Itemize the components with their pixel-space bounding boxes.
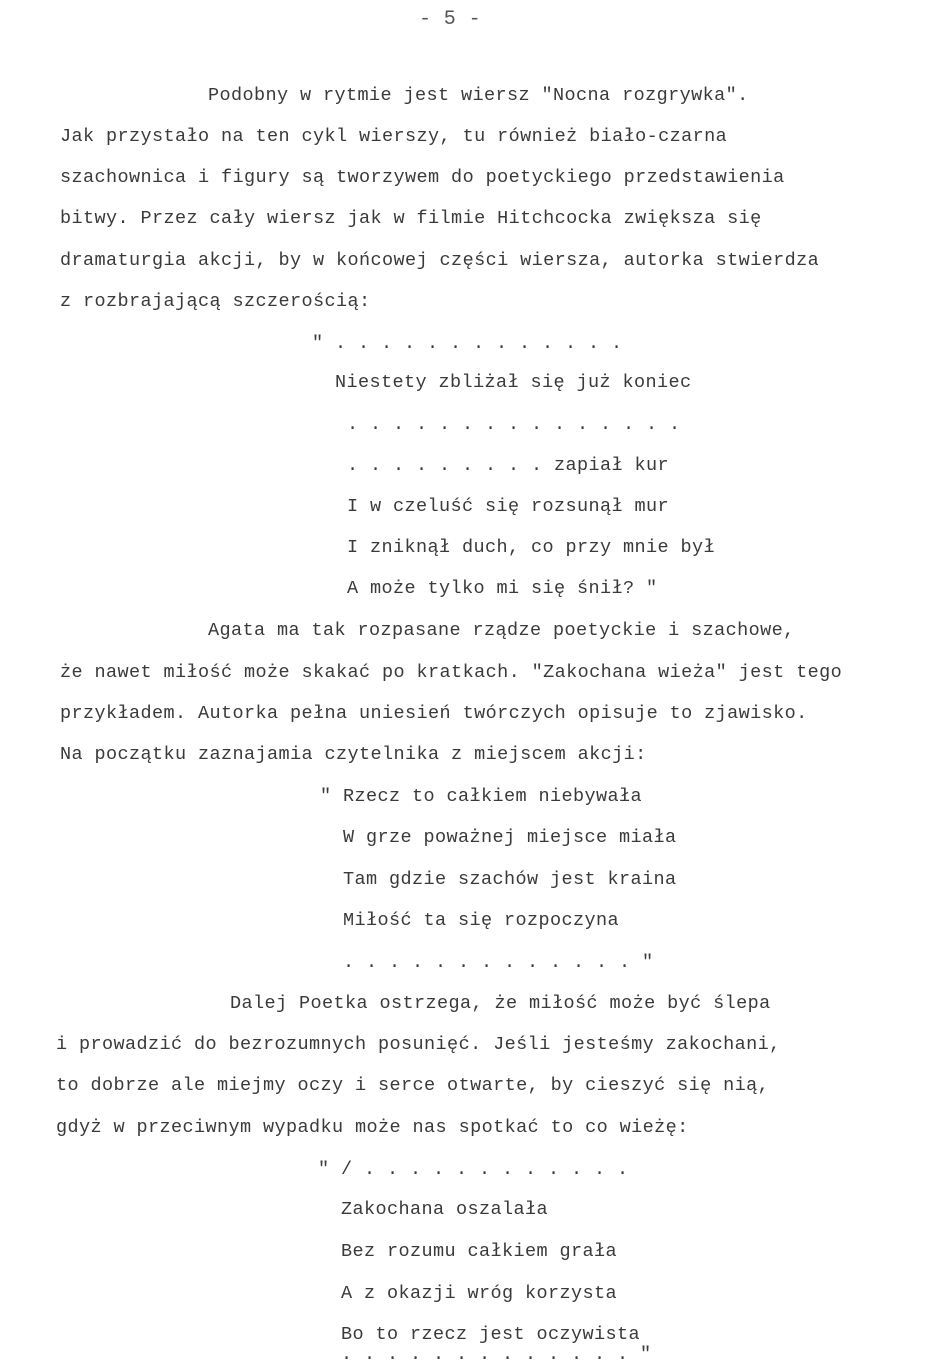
para3-line-1: Dalej Poetka ostrzega, że miłość może być ślepa <box>230 993 771 1014</box>
para1-line-5: dramaturgia akcji, by w końcowej części wiersza, autorka stwierdza <box>60 250 820 271</box>
page-number: - 5 - <box>419 8 482 31</box>
para1-line-3: szachownica i figury są tworzywem do poetyckiego przedstawienia <box>60 167 785 188</box>
poem3-line-3: Bez rozumu całkiem grała <box>341 1241 618 1262</box>
para2-line-3: przykładem. Autorka pełna uniesień twórczych opisuje to zjawisko. <box>60 703 808 724</box>
poem1-line-4: . . . . . . . . . zapiał kur <box>347 455 670 476</box>
poem3-line-4: A z okazji wróg korzysta <box>341 1283 618 1304</box>
poem2-line-5: . . . . . . . . . . . . . " <box>343 952 654 973</box>
poem1-line-7: A może tylko mi się śnił? " <box>347 578 658 599</box>
poem1-line-1: " . . . . . . . . . . . . . <box>312 333 623 354</box>
poem1-line-3: . . . . . . . . . . . . . . . <box>347 414 681 435</box>
poem3-line-5: Bo to rzecz jest oczywista <box>341 1324 641 1345</box>
poem2-line-1: " Rzecz to całkiem niebywała <box>320 786 643 807</box>
para2-line-1: Agata ma tak rozpasane rządze poetyckie i szachowe, <box>208 620 795 641</box>
para1-line-2: Jak przystało na ten cykl wierszy, tu również biało-czarna <box>60 126 728 147</box>
poem1-line-6: I zniknął duch, co przy mnie był <box>347 537 716 558</box>
poem3-line-2: Zakochana oszalała <box>341 1199 549 1220</box>
para3-line-2: i prowadzić do bezrozumnych posunięć. Jeśli jesteśmy zakochani, <box>56 1034 781 1055</box>
para1-line-6: z rozbrajającą szczerością: <box>60 291 371 312</box>
para3-line-4: gdyż w przeciwnym wypadku może nas spotkać to co wieżę: <box>56 1117 689 1138</box>
para1-line-1: Podobny w rytmie jest wiersz "Nocna rozgrywka". <box>208 85 749 106</box>
poem2-line-4: Miłość ta się rozpoczyna <box>343 910 620 931</box>
poem2-line-2: W grze poważnej miejsce miała <box>343 827 677 848</box>
poem2-line-3: Tam gdzie szachów jest kraina <box>343 869 677 890</box>
poem1-line-2: Niestety zbliżał się już koniec <box>335 372 692 393</box>
para2-line-4: Na początku zaznajamia czytelnika z miejscem akcji: <box>60 744 647 765</box>
poem3-line-6: . . . . . . . . . . . . . " <box>341 1344 652 1365</box>
para1-line-4: bitwy. Przez cały wiersz jak w filmie Hitchcocka zwiększa się <box>60 208 762 229</box>
poem3-line-1: " / . . . . . . . . . . . . <box>318 1159 629 1180</box>
para2-line-2: że nawet miłość może skakać po kratkach. "Zakochana wieża" jest tego <box>60 662 843 683</box>
para3-line-3: to dobrze ale miejmy oczy i serce otwarte, by cieszyć się nią, <box>56 1075 770 1096</box>
poem1-line-5: I w czeluść się rozsunął mur <box>347 496 670 517</box>
